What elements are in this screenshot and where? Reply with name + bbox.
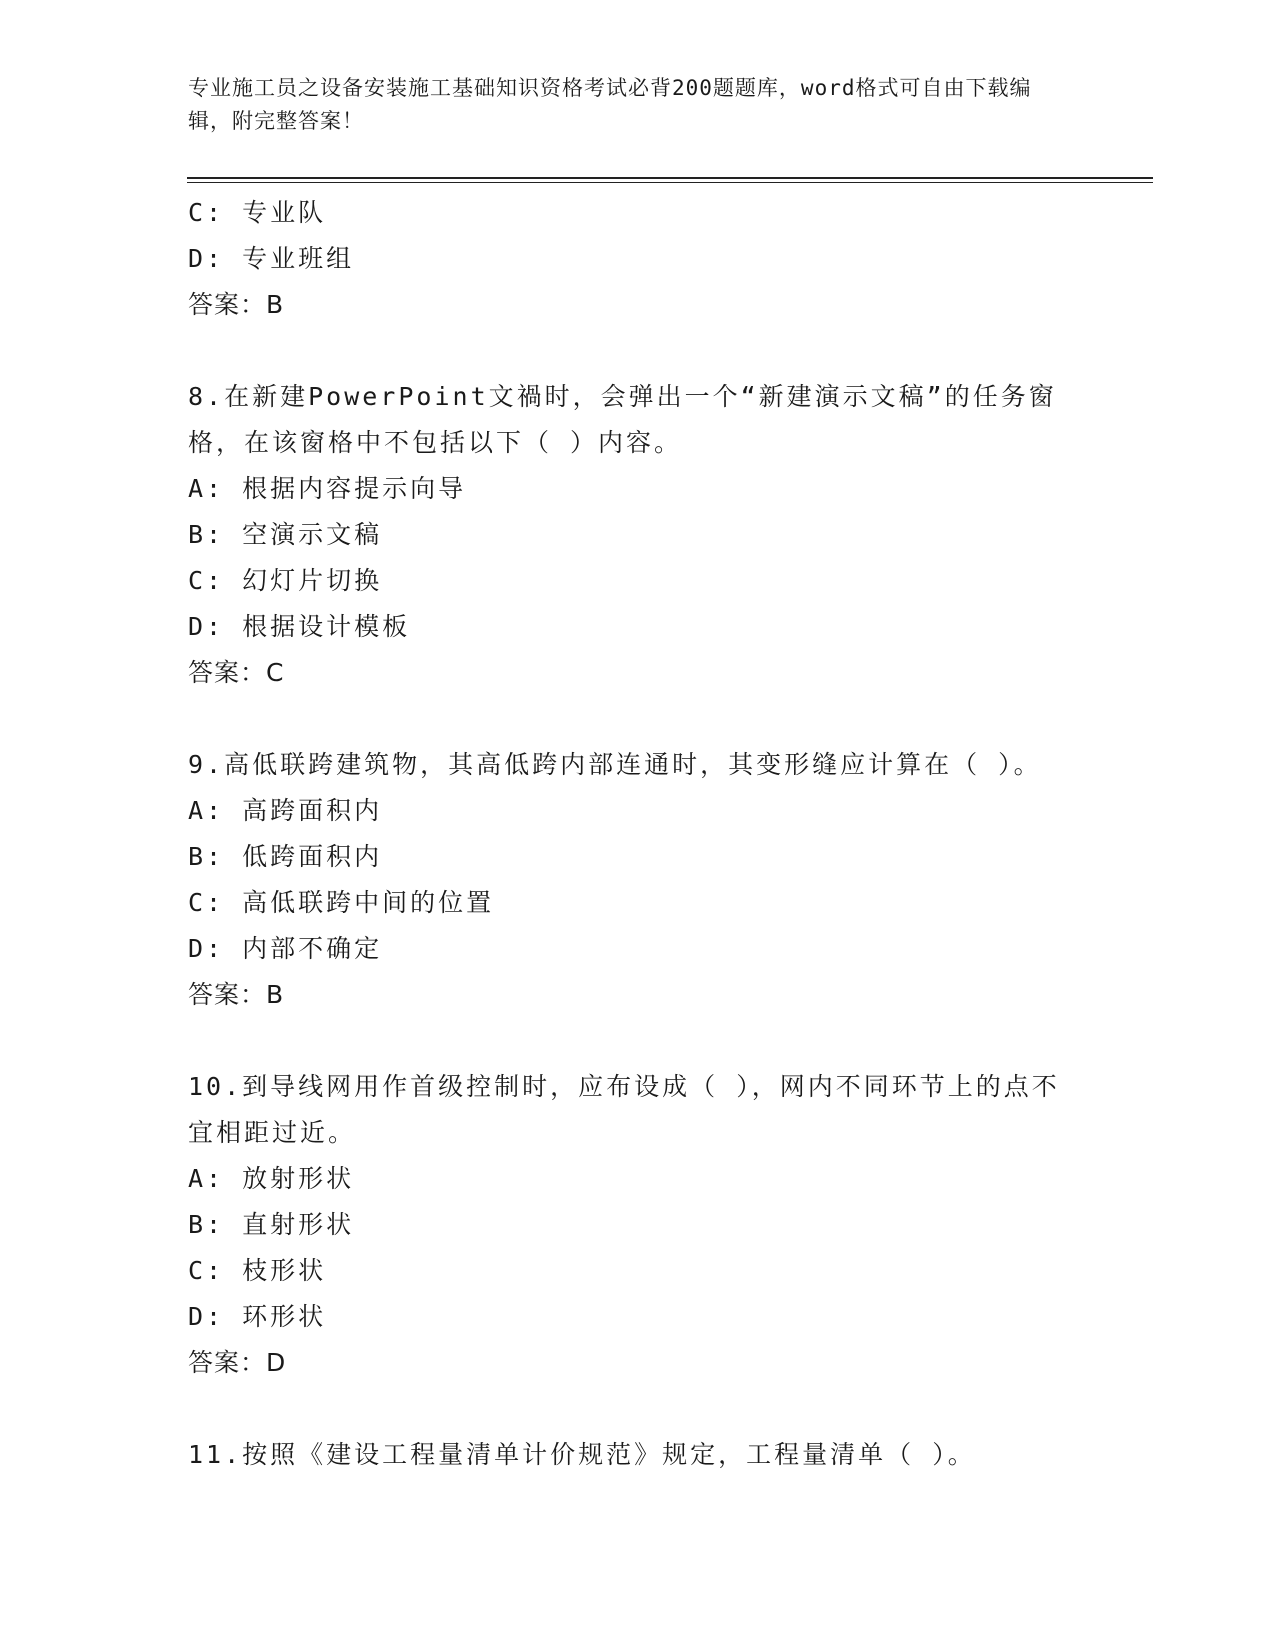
answer-line: 答案：B [188, 980, 285, 1009]
answer-line: 答案：B [188, 290, 285, 319]
option-c: C: 幻灯片切换 [188, 566, 383, 595]
question-text: 8.在新建PowerPoint文禍时，会弹出一个“新建演示文稿”的任务窗格，在该窗格中不包括以下（ ）内容。 [188, 382, 1057, 457]
spacer [188, 1018, 1088, 1064]
question-text: 10.到导线网用作首级控制时，应布设成（ ），网内不同环节上的点不宜相距过近。 [188, 1072, 1060, 1147]
option-a: A: 放射形状 [188, 1164, 355, 1193]
header-rule-thin [187, 182, 1153, 183]
header-rule-thick [187, 177, 1153, 179]
option-c: C: 高低联跨中间的位置 [188, 888, 495, 917]
question-9 [188, 742, 1088, 1018]
answer-line: 答案：C [188, 658, 285, 687]
document-header [188, 72, 1068, 138]
option-b: B: 低跨面积内 [188, 842, 383, 871]
option-d: D: 专业班组 [188, 244, 355, 273]
option-d: D: 根据设计模板 [188, 612, 411, 641]
question-8 [188, 374, 1088, 696]
option-c: C: 枝形状 [188, 1256, 327, 1285]
question-text: 9.高低联跨建筑物，其高低跨内部连通时，其变形缝应计算在（ ）。 [188, 750, 1042, 779]
option-a: A: 根据内容提示向导 [188, 474, 467, 503]
spacer [188, 1386, 1088, 1432]
option-d: D: 内部不确定 [188, 934, 383, 963]
option-a: A: 高跨面积内 [188, 796, 383, 825]
header-title: 专业施工员之设备安装施工基础知识资格考试必背200题题库，word格式可自由下载编辑，附完整答案！ [188, 76, 1032, 133]
question-10 [188, 1064, 1088, 1386]
spacer [188, 696, 1088, 742]
question-11 [188, 1432, 1088, 1478]
question-text: 11.按照《建设工程量清单计价规范》规定，工程量清单（ ）。 [188, 1440, 976, 1469]
spacer [188, 328, 1088, 374]
option-b: B: 直射形状 [188, 1210, 355, 1239]
option-b: B: 空演示文稿 [188, 520, 383, 549]
question-list [188, 190, 1088, 1478]
option-c: C: 专业队 [188, 198, 327, 227]
question-7-tail [188, 190, 1088, 328]
option-d: D: 环形状 [188, 1302, 327, 1331]
answer-line: 答案：D [188, 1348, 287, 1377]
